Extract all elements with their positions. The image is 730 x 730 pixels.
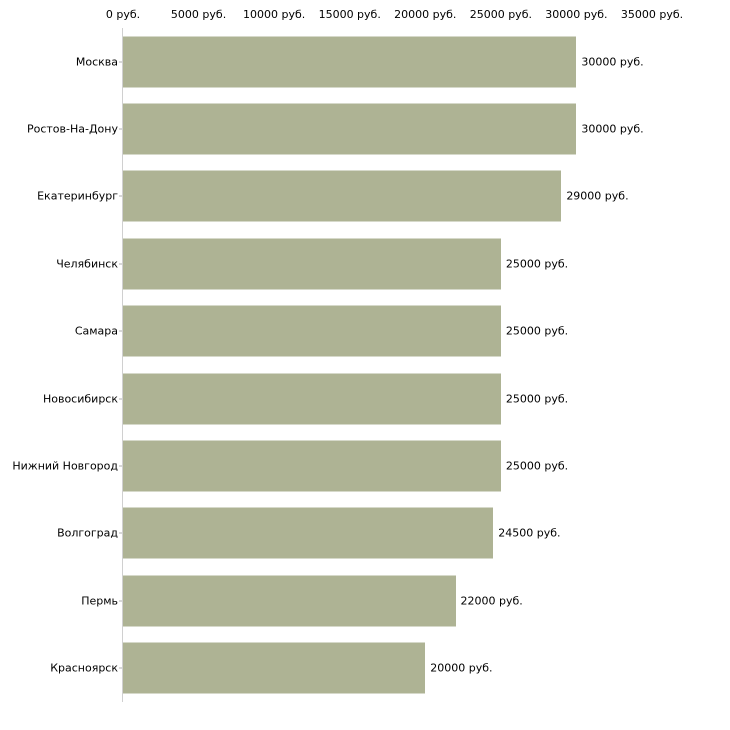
bar[interactable]: [123, 441, 501, 492]
plot-area: [0, 28, 730, 702]
bar-row: [0, 500, 730, 567]
bar[interactable]: [123, 575, 456, 626]
x-axis-tick-label: 30000 руб.: [545, 8, 608, 21]
bar-row: [0, 95, 730, 162]
category-label: Волгоград: [57, 526, 118, 540]
bar-value-label: 25000 руб.: [505, 392, 569, 406]
bar-row: [0, 163, 730, 230]
category-label: Красноярск: [50, 661, 118, 675]
bar-row: [0, 28, 730, 95]
bar-value-label: 24500 руб.: [498, 526, 561, 540]
x-axis-tick-label: 10000 руб.: [243, 8, 306, 21]
bar[interactable]: [123, 373, 501, 424]
bar-row: [0, 230, 730, 297]
x-axis-tick-label: 15000 руб.: [318, 8, 381, 21]
bar-value-label: 25000 руб.: [505, 257, 569, 271]
bar[interactable]: [123, 643, 425, 694]
bar[interactable]: [123, 238, 501, 289]
x-axis-tick-label: 20000 руб.: [394, 8, 457, 21]
category-tick-mark: [119, 533, 122, 534]
category-label: Самара: [74, 324, 118, 338]
bar-value-label: 25000 руб.: [505, 459, 569, 473]
category-tick-mark: [119, 196, 122, 197]
x-axis-tick-label: 25000 руб.: [469, 8, 532, 21]
bar-row: [0, 298, 730, 365]
category-label: Пермь: [81, 594, 118, 608]
category-tick-mark: [119, 331, 122, 332]
category-label: Новосибирск: [42, 392, 118, 406]
x-axis-tick-label: 0 руб.: [105, 8, 141, 21]
category-label: Москва: [75, 55, 118, 69]
bar-row: [0, 567, 730, 634]
category-tick-mark: [119, 129, 122, 130]
category-tick-mark: [119, 600, 122, 601]
bar-row: [0, 365, 730, 432]
bar[interactable]: [123, 171, 561, 222]
category-label: Ростов-На-Дону: [26, 122, 118, 136]
bar-row: [0, 635, 730, 702]
category-tick-mark: [119, 263, 122, 264]
x-axis: [0, 0, 730, 28]
bar-value-label: 30000 руб.: [581, 55, 644, 69]
x-axis-tick-label: 35000 руб.: [620, 8, 684, 21]
bar[interactable]: [123, 306, 501, 357]
bar-value-label: 25000 руб.: [505, 324, 569, 338]
bar-value-label: 29000 руб.: [566, 189, 629, 203]
bar-value-label: 22000 руб.: [460, 594, 523, 608]
bar-value-label: 30000 руб.: [581, 122, 644, 136]
category-tick-mark: [119, 466, 122, 467]
category-label: Нижний Новгород: [12, 459, 118, 473]
category-tick-mark: [119, 398, 122, 399]
bar[interactable]: [123, 104, 576, 155]
category-label: Екатеринбург: [37, 189, 118, 203]
bar-value-label: 20000 руб.: [430, 661, 493, 675]
bar[interactable]: [123, 508, 493, 559]
category-tick-mark: [119, 61, 122, 62]
bar-row: [0, 432, 730, 499]
category-tick-mark: [119, 668, 122, 669]
bar[interactable]: [123, 36, 576, 87]
x-axis-tick-label: 5000 руб.: [170, 8, 227, 21]
category-label: Челябинск: [56, 257, 118, 271]
